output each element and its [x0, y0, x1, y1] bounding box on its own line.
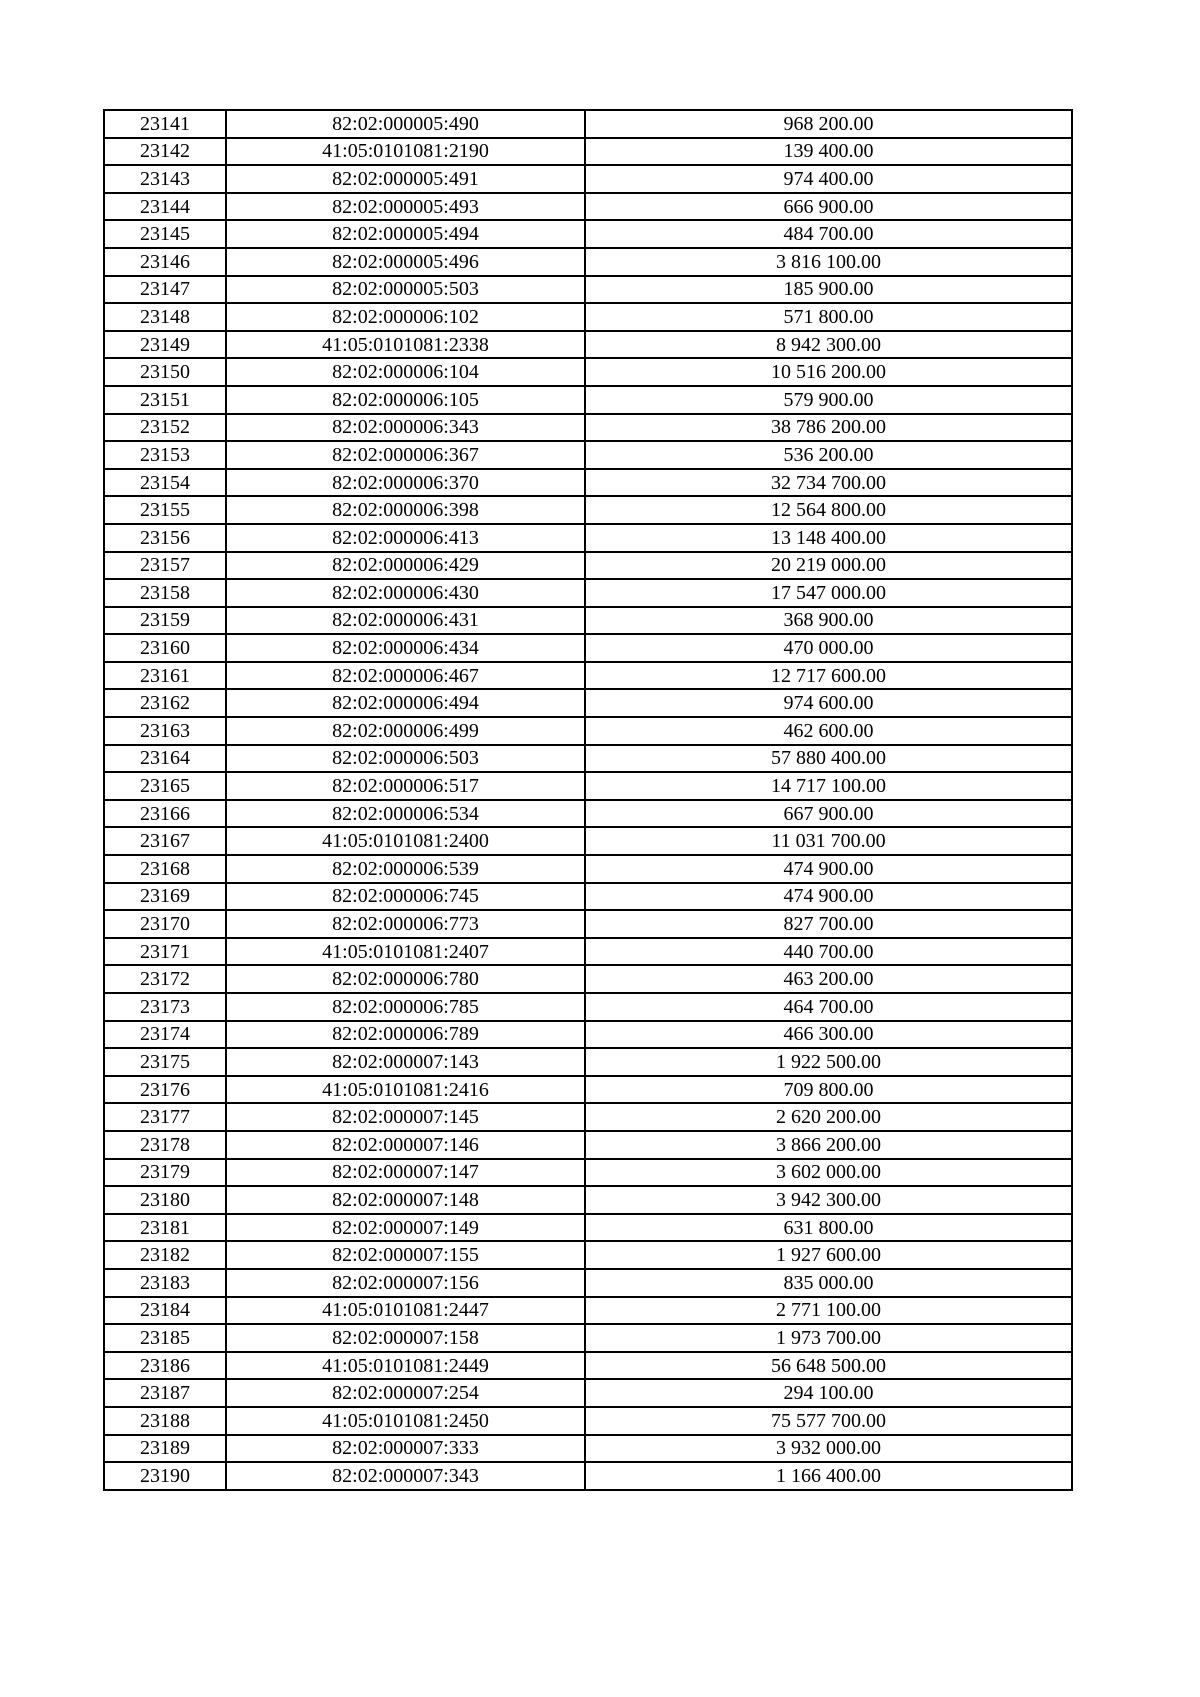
table-row [104, 910, 1072, 938]
cadastral-value-cell: 968 200.00 [585, 110, 1072, 138]
row-number-cell: 23146 [104, 248, 226, 276]
table-row [104, 965, 1072, 993]
table-row [104, 1021, 1072, 1049]
table-row [104, 276, 1072, 304]
cadastral-number-cell: 82:02:000006:789 [226, 1021, 585, 1049]
row-number-cell: 23167 [104, 827, 226, 855]
cadastral-number-cell: 82:02:000006:105 [226, 386, 585, 414]
table-row [104, 938, 1072, 966]
table-row [104, 1462, 1072, 1490]
table-row [104, 1131, 1072, 1159]
cadastral-value-cell: 440 700.00 [585, 938, 1072, 966]
table-row [104, 993, 1072, 1021]
cadastral-value-cell: 474 900.00 [585, 855, 1072, 883]
row-number-cell: 23158 [104, 579, 226, 607]
cadastral-number-cell: 82:02:000006:499 [226, 717, 585, 745]
cadastral-value-cell: 466 300.00 [585, 1021, 1072, 1049]
table-row [104, 1214, 1072, 1242]
table-row [104, 1269, 1072, 1297]
row-number-cell: 23154 [104, 469, 226, 497]
cadastral-value-cell: 38 786 200.00 [585, 414, 1072, 442]
cadastral-number-cell: 82:02:000007:343 [226, 1462, 585, 1490]
cadastral-number-cell: 82:02:000005:491 [226, 165, 585, 193]
cadastral-number-cell: 41:05:0101081:2449 [226, 1352, 585, 1380]
table-row [104, 1048, 1072, 1076]
cadastral-value-cell: 14 717 100.00 [585, 772, 1072, 800]
row-number-cell: 23183 [104, 1269, 226, 1297]
cadastral-value-cell: 56 648 500.00 [585, 1352, 1072, 1380]
cadastral-number-cell: 82:02:000007:149 [226, 1214, 585, 1242]
row-number-cell: 23180 [104, 1186, 226, 1214]
cadastral-value-cell: 827 700.00 [585, 910, 1072, 938]
row-number-cell: 23161 [104, 662, 226, 690]
cadastral-number-cell: 82:02:000007:145 [226, 1103, 585, 1131]
table-row [104, 1407, 1072, 1435]
cadastral-number-cell: 41:05:0101081:2416 [226, 1076, 585, 1104]
table-row [104, 358, 1072, 386]
row-number-cell: 23171 [104, 938, 226, 966]
table-row [104, 165, 1072, 193]
cadastral-number-cell: 82:02:000006:534 [226, 800, 585, 828]
row-number-cell: 23188 [104, 1407, 226, 1435]
cadastral-value-table [103, 109, 1073, 1491]
table-row [104, 1076, 1072, 1104]
table-row [104, 386, 1072, 414]
cadastral-value-cell: 571 800.00 [585, 303, 1072, 331]
table-row [104, 772, 1072, 800]
cadastral-value-cell: 474 900.00 [585, 883, 1072, 911]
table-row [104, 469, 1072, 497]
table-row [104, 441, 1072, 469]
cadastral-value-cell: 17 547 000.00 [585, 579, 1072, 607]
table-row [104, 827, 1072, 855]
row-number-cell: 23142 [104, 138, 226, 166]
row-number-cell: 23160 [104, 634, 226, 662]
cadastral-value-cell: 974 400.00 [585, 165, 1072, 193]
cadastral-number-cell: 41:05:0101081:2450 [226, 1407, 585, 1435]
row-number-cell: 23166 [104, 800, 226, 828]
cadastral-number-cell: 82:02:000005:494 [226, 220, 585, 248]
row-number-cell: 23189 [104, 1435, 226, 1463]
cadastral-number-cell: 41:05:0101081:2338 [226, 331, 585, 359]
cadastral-value-cell: 185 900.00 [585, 276, 1072, 304]
cadastral-value-cell: 13 148 400.00 [585, 524, 1072, 552]
table-row [104, 1297, 1072, 1325]
cadastral-number-cell: 82:02:000007:148 [226, 1186, 585, 1214]
cadastral-number-cell: 82:02:000006:429 [226, 552, 585, 580]
table-row [104, 193, 1072, 221]
cadastral-value-cell: 294 100.00 [585, 1379, 1072, 1407]
cadastral-value-cell: 10 516 200.00 [585, 358, 1072, 386]
table-row [104, 1241, 1072, 1269]
cadastral-value-cell: 974 600.00 [585, 689, 1072, 717]
cadastral-number-cell: 82:02:000006:413 [226, 524, 585, 552]
cadastral-number-cell: 82:02:000006:367 [226, 441, 585, 469]
cadastral-number-cell: 82:02:000006:102 [226, 303, 585, 331]
cadastral-number-cell: 41:05:0101081:2407 [226, 938, 585, 966]
table-row [104, 689, 1072, 717]
cadastral-value-cell: 2 620 200.00 [585, 1103, 1072, 1131]
row-number-cell: 23169 [104, 883, 226, 911]
cadastral-value-cell: 139 400.00 [585, 138, 1072, 166]
row-number-cell: 23190 [104, 1462, 226, 1490]
cadastral-number-cell: 82:02:000006:780 [226, 965, 585, 993]
cadastral-number-cell: 82:02:000006:104 [226, 358, 585, 386]
cadastral-number-cell: 82:02:000007:147 [226, 1159, 585, 1187]
table-row [104, 552, 1072, 580]
table-row [104, 496, 1072, 524]
cadastral-number-cell: 82:02:000006:517 [226, 772, 585, 800]
table-row [104, 607, 1072, 635]
row-number-cell: 23179 [104, 1159, 226, 1187]
table-row [104, 331, 1072, 359]
row-number-cell: 23152 [104, 414, 226, 442]
row-number-cell: 23149 [104, 331, 226, 359]
cadastral-value-cell: 75 577 700.00 [585, 1407, 1072, 1435]
cadastral-value-cell: 835 000.00 [585, 1269, 1072, 1297]
cadastral-value-cell: 368 900.00 [585, 607, 1072, 635]
cadastral-value-cell: 3 942 300.00 [585, 1186, 1072, 1214]
row-number-cell: 23165 [104, 772, 226, 800]
row-number-cell: 23155 [104, 496, 226, 524]
cadastral-value-cell: 1 927 600.00 [585, 1241, 1072, 1269]
cadastral-value-cell: 57 880 400.00 [585, 745, 1072, 773]
table-row [104, 717, 1072, 745]
cadastral-number-cell: 82:02:000006:773 [226, 910, 585, 938]
row-number-cell: 23176 [104, 1076, 226, 1104]
cadastral-number-cell: 82:02:000006:370 [226, 469, 585, 497]
cadastral-number-cell: 41:05:0101081:2190 [226, 138, 585, 166]
table-row [104, 883, 1072, 911]
row-number-cell: 23182 [104, 1241, 226, 1269]
cadastral-value-cell: 32 734 700.00 [585, 469, 1072, 497]
cadastral-value-cell: 464 700.00 [585, 993, 1072, 1021]
row-number-cell: 23173 [104, 993, 226, 1021]
table-row [104, 414, 1072, 442]
cadastral-value-cell: 470 000.00 [585, 634, 1072, 662]
cadastral-value-cell: 12 564 800.00 [585, 496, 1072, 524]
row-number-cell: 23177 [104, 1103, 226, 1131]
table-row [104, 662, 1072, 690]
row-number-cell: 23141 [104, 110, 226, 138]
cadastral-number-cell: 82:02:000007:156 [226, 1269, 585, 1297]
cadastral-value-cell: 2 771 100.00 [585, 1297, 1072, 1325]
cadastral-number-cell: 82:02:000006:431 [226, 607, 585, 635]
cadastral-number-cell: 41:05:0101081:2400 [226, 827, 585, 855]
table-row [104, 634, 1072, 662]
table-row [104, 220, 1072, 248]
cadastral-number-cell: 41:05:0101081:2447 [226, 1297, 585, 1325]
table-row [104, 745, 1072, 773]
row-number-cell: 23150 [104, 358, 226, 386]
row-number-cell: 23175 [104, 1048, 226, 1076]
table-body [104, 110, 1072, 1490]
table-row [104, 524, 1072, 552]
cadastral-number-cell: 82:02:000007:333 [226, 1435, 585, 1463]
row-number-cell: 23185 [104, 1324, 226, 1352]
row-number-cell: 23151 [104, 386, 226, 414]
table-row [104, 800, 1072, 828]
row-number-cell: 23156 [104, 524, 226, 552]
table-row [104, 579, 1072, 607]
table-row [104, 1186, 1072, 1214]
table-row [104, 855, 1072, 883]
cadastral-number-cell: 82:02:000006:398 [226, 496, 585, 524]
row-number-cell: 23174 [104, 1021, 226, 1049]
row-number-cell: 23187 [104, 1379, 226, 1407]
row-number-cell: 23170 [104, 910, 226, 938]
cadastral-value-cell: 579 900.00 [585, 386, 1072, 414]
row-number-cell: 23162 [104, 689, 226, 717]
cadastral-number-cell: 82:02:000007:146 [226, 1131, 585, 1159]
cadastral-number-cell: 82:02:000007:143 [226, 1048, 585, 1076]
cadastral-value-cell: 3 866 200.00 [585, 1131, 1072, 1159]
row-number-cell: 23147 [104, 276, 226, 304]
cadastral-number-cell: 82:02:000006:434 [226, 634, 585, 662]
row-number-cell: 23168 [104, 855, 226, 883]
cadastral-value-cell: 667 900.00 [585, 800, 1072, 828]
table-row [104, 1103, 1072, 1131]
cadastral-number-cell: 82:02:000005:503 [226, 276, 585, 304]
row-number-cell: 23157 [104, 552, 226, 580]
table-row [104, 303, 1072, 331]
table-row [104, 1352, 1072, 1380]
table-row [104, 110, 1072, 138]
cadastral-number-cell: 82:02:000006:745 [226, 883, 585, 911]
cadastral-value-cell: 8 942 300.00 [585, 331, 1072, 359]
cadastral-value-cell: 666 900.00 [585, 193, 1072, 221]
cadastral-value-cell: 3 816 100.00 [585, 248, 1072, 276]
row-number-cell: 23143 [104, 165, 226, 193]
cadastral-number-cell: 82:02:000006:343 [226, 414, 585, 442]
cadastral-number-cell: 82:02:000006:785 [226, 993, 585, 1021]
row-number-cell: 23153 [104, 441, 226, 469]
row-number-cell: 23159 [104, 607, 226, 635]
cadastral-number-cell: 82:02:000006:467 [226, 662, 585, 690]
cadastral-number-cell: 82:02:000005:496 [226, 248, 585, 276]
cadastral-value-cell: 463 200.00 [585, 965, 1072, 993]
cadastral-value-cell: 3 602 000.00 [585, 1159, 1072, 1187]
cadastral-value-cell: 536 200.00 [585, 441, 1072, 469]
cadastral-number-cell: 82:02:000006:539 [226, 855, 585, 883]
table-row [104, 138, 1072, 166]
row-number-cell: 23184 [104, 1297, 226, 1325]
row-number-cell: 23144 [104, 193, 226, 221]
row-number-cell: 23186 [104, 1352, 226, 1380]
cadastral-value-cell: 1 973 700.00 [585, 1324, 1072, 1352]
cadastral-number-cell: 82:02:000007:254 [226, 1379, 585, 1407]
cadastral-value-cell: 631 800.00 [585, 1214, 1072, 1242]
row-number-cell: 23172 [104, 965, 226, 993]
cadastral-number-cell: 82:02:000006:503 [226, 745, 585, 773]
cadastral-value-cell: 20 219 000.00 [585, 552, 1072, 580]
cadastral-value-cell: 3 932 000.00 [585, 1435, 1072, 1463]
table-row [104, 1159, 1072, 1187]
cadastral-number-cell: 82:02:000005:490 [226, 110, 585, 138]
row-number-cell: 23181 [104, 1214, 226, 1242]
cadastral-value-cell: 11 031 700.00 [585, 827, 1072, 855]
cadastral-value-cell: 709 800.00 [585, 1076, 1072, 1104]
table-row [104, 1324, 1072, 1352]
cadastral-value-cell: 1 922 500.00 [585, 1048, 1072, 1076]
row-number-cell: 23178 [104, 1131, 226, 1159]
row-number-cell: 23148 [104, 303, 226, 331]
cadastral-number-cell: 82:02:000006:494 [226, 689, 585, 717]
row-number-cell: 23163 [104, 717, 226, 745]
cadastral-number-cell: 82:02:000005:493 [226, 193, 585, 221]
row-number-cell: 23164 [104, 745, 226, 773]
cadastral-value-cell: 12 717 600.00 [585, 662, 1072, 690]
row-number-cell: 23145 [104, 220, 226, 248]
cadastral-number-cell: 82:02:000007:158 [226, 1324, 585, 1352]
cadastral-value-cell: 1 166 400.00 [585, 1462, 1072, 1490]
cadastral-value-cell: 462 600.00 [585, 717, 1072, 745]
cadastral-number-cell: 82:02:000006:430 [226, 579, 585, 607]
table-row [104, 1435, 1072, 1463]
cadastral-value-cell: 484 700.00 [585, 220, 1072, 248]
table-row [104, 248, 1072, 276]
cadastral-number-cell: 82:02:000007:155 [226, 1241, 585, 1269]
table-row [104, 1379, 1072, 1407]
